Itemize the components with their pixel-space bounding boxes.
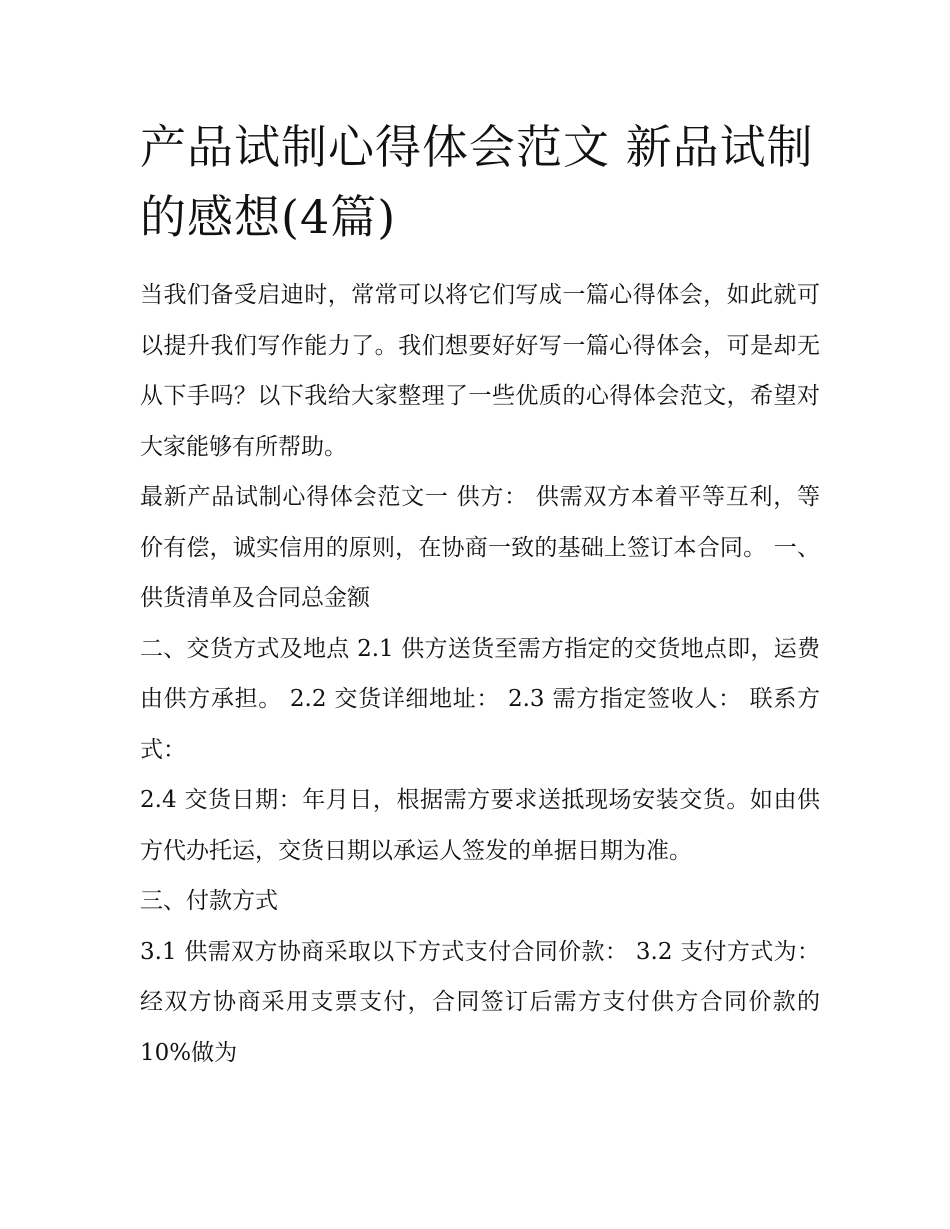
paragraph-contract-intro: 最新产品试制心得体会范文一 供方： 供需双方本着平等互利，等价有偿，诚实信用的原则，在协商一致的基础上签订本合同。 一、供货清单及合同总金额 — [140, 484, 820, 611]
document-page — [140, 112, 820, 1078]
document-title: 产品试制心得体会范文 新品试制的感想(4篇) — [140, 120, 814, 244]
paragraph-payment-terms: 3.1 供需双方协商采取以下方式支付合同价款： 3.2 支付方式为：经双方协商采用支票支付，合同签订后需方支付供方合同价款的 10%做为 — [140, 938, 820, 1066]
paragraph-intro: 当我们备受启迪时，常常可以将它们写成一篇心得体会，如此就可以提升我们写作能力了。我们想要好好写一篇心得体会，可是却无从下手吗？以下我给大家整理了一些优质的心得体会范文，希望对大家能够有所帮助。 — [140, 282, 820, 460]
paragraph-delivery-date: 2.4 交货日期：年月日，根据需方要求送抵现场安装交货。如由供方代办托运，交货日期以承运人签发的单据日期为准。 — [140, 787, 820, 864]
paragraph-payment-heading: 三、付款方式 — [140, 888, 278, 914]
paragraph-delivery-method: 二、交货方式及地点 2.1 供方送货至需方指定的交货地点即，运费由供方承担。 2.2 交货详细地址： 2.3 需方指定签收人： 联系方式： — [140, 635, 820, 763]
